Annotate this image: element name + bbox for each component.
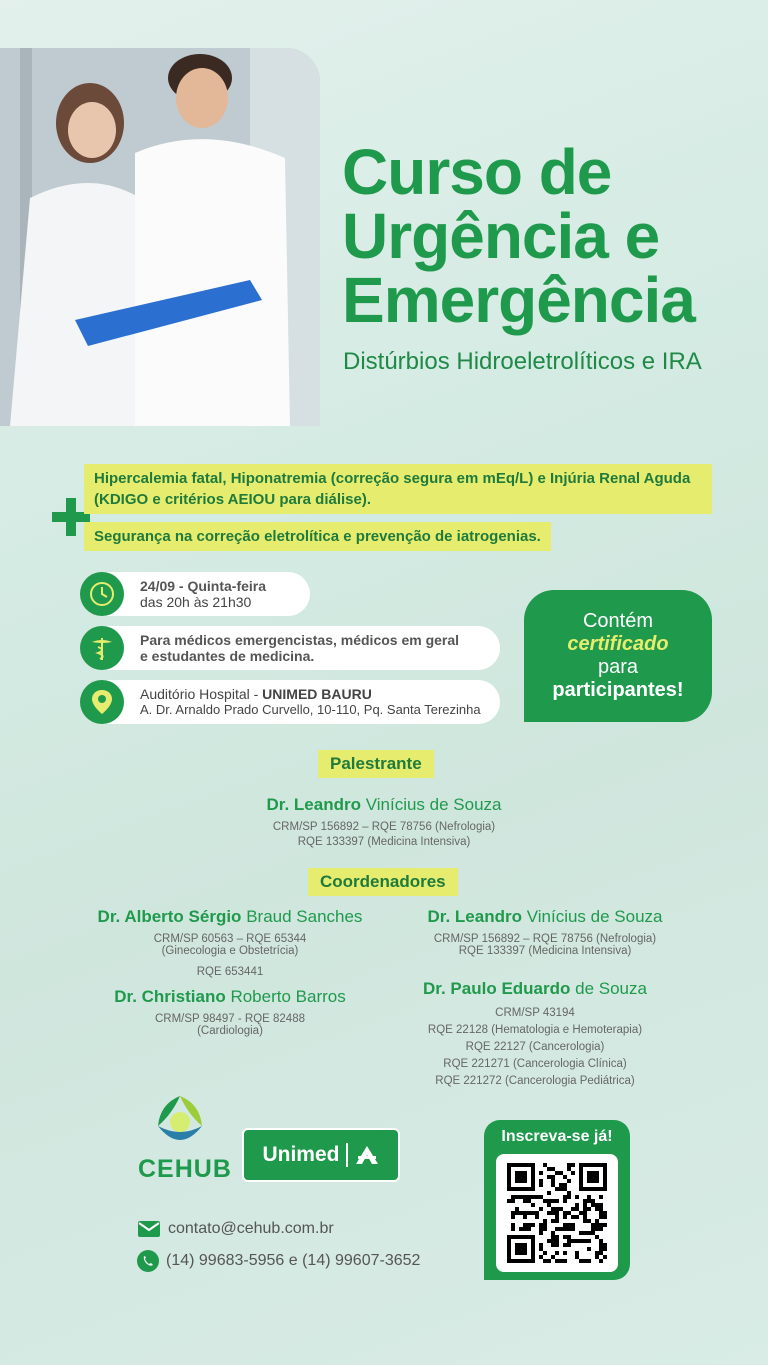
audience-text: Para médicos emergencistas, médicos em geral e estudantes de medicina.	[140, 632, 460, 664]
cehub-logo-text: CEHUB	[138, 1155, 232, 1183]
coordinator-4-cred-3: RQE 22127 (Cancerologia)	[465, 1041, 605, 1053]
coordinator-2-first: Dr. Christiano	[114, 987, 226, 1006]
coordinator-4	[395, 979, 675, 1090]
location-pin-icon	[80, 680, 124, 724]
register-box[interactable]	[484, 1120, 630, 1280]
title-line-2: Urgência e	[342, 200, 660, 272]
phone-text[interactable]: (14) 99683-5956 e (14) 99607-3652	[166, 1252, 421, 1269]
speaker-credentials	[0, 820, 768, 850]
coordinator-1	[60, 907, 400, 980]
audience-pill	[84, 626, 500, 670]
coordinators-heading: Coordenadores	[308, 868, 458, 896]
venue-prefix: Auditório Hospital -	[140, 686, 263, 702]
coordinator-4-last: de Souza	[575, 979, 647, 998]
email-contact[interactable]	[138, 1220, 334, 1238]
coordinator-4-cred-2: RQE 22128 (Hematologia e Hemoterapia)	[427, 1024, 643, 1036]
cehub-logo-icon	[150, 1094, 210, 1150]
event-date: 24/09 - Quinta-feira	[140, 578, 267, 594]
speaker-last-name: Vinícius de Souza	[365, 795, 502, 814]
speaker-cred-2: RQE 133397 (Medicina Intensiva)	[297, 836, 471, 848]
coordinator-1-cred-2: (Ginecologia e Obstetrícia)	[161, 945, 299, 957]
coordinator-2	[60, 987, 400, 1039]
email-icon	[138, 1221, 160, 1237]
cehub-logo	[138, 1094, 232, 1184]
register-label[interactable]: Inscreva-se já!	[501, 1128, 613, 1145]
title-line-3: Emergência	[342, 264, 695, 336]
certificate-line-4: participantes!	[552, 679, 684, 701]
speaker-heading: Palestrante	[318, 750, 434, 778]
coordinator-3-cred-1: CRM/SP 156892 – RQE 78756 (Nefrologia)	[433, 933, 657, 945]
unimed-symbol-icon	[354, 1144, 380, 1166]
title-line-1: Curso de	[342, 136, 612, 208]
unimed-logo-text: Unimed	[262, 1143, 340, 1166]
topic-2: Segurança na correção eletrolítica e prevenção de iatrogenias.	[84, 522, 551, 551]
venue-pill	[84, 680, 500, 724]
whatsapp-icon	[136, 1249, 160, 1273]
certificate-badge	[524, 590, 712, 722]
unimed-logo	[242, 1128, 400, 1182]
venue-address: A. Dr. Arnaldo Prado Curvello, 10-110, Pq. Santa Terezinha	[140, 702, 481, 717]
coordinator-2-last: Roberto Barros	[230, 987, 346, 1006]
coordinator-4-first: Dr. Paulo Eduardo	[423, 979, 571, 998]
phone-contact[interactable]	[136, 1249, 420, 1273]
qr-code-icon	[507, 1163, 607, 1263]
email-text[interactable]: contato@cehub.com.br	[168, 1220, 334, 1237]
topic-1: Hipercalemia fatal, Hiponatremia (correção segura em mEq/L) e Injúria Renal Aguda (KDIGO e critérios AEIOU para diálise).	[84, 464, 712, 514]
course-subtitle: Distúrbios Hidroeletrolíticos e IRA	[343, 348, 702, 375]
doctors-photo	[0, 48, 320, 426]
coordinator-3	[400, 907, 690, 959]
coordinator-3-first: Dr. Leandro	[427, 907, 522, 926]
certificate-line-1: Contém	[582, 610, 654, 632]
unimed-divider	[346, 1143, 348, 1167]
certificate-line-2: certificado	[567, 633, 669, 655]
coordinator-2-cred-1: CRM/SP 98497 - RQE 82488	[154, 1013, 305, 1025]
coordinator-1-first: Dr. Alberto Sérgio	[97, 907, 242, 926]
event-time: das 20h às 21h30	[140, 594, 252, 610]
clock-icon	[80, 572, 124, 616]
speaker-name	[0, 795, 768, 815]
coordinator-4-cred-4: RQE 221271 (Cancerologia Clínica)	[443, 1058, 627, 1070]
coordinator-3-cred-2: RQE 133397 (Medicina Intensiva)	[458, 945, 632, 957]
speaker-cred-1: CRM/SP 156892 – RQE 78756 (Nefrologia)	[272, 821, 496, 833]
coordinator-1-last: Braud Sanches	[246, 907, 363, 926]
coordinator-1-cred-3: RQE 653441	[196, 966, 264, 978]
coordinator-2-cred-2: (Cardiologia)	[197, 1025, 263, 1037]
venue-name: UNIMED BAURU	[262, 686, 372, 702]
coordinator-3-last: Vinícius de Souza	[526, 907, 663, 926]
caduceus-icon	[80, 626, 124, 670]
course-title	[342, 136, 752, 336]
coordinator-4-cred-5: RQE 221272 (Cancerologia Pediátrica)	[435, 1075, 635, 1087]
qr-code[interactable]	[496, 1154, 618, 1272]
certificate-line-3: para	[597, 656, 639, 678]
coordinator-4-cred-1: CRM/SP 43194	[495, 1007, 575, 1019]
coordinator-1-cred-1: CRM/SP 60563 – RQE 65344	[153, 933, 307, 945]
speaker-first-name: Dr. Leandro	[266, 795, 361, 814]
